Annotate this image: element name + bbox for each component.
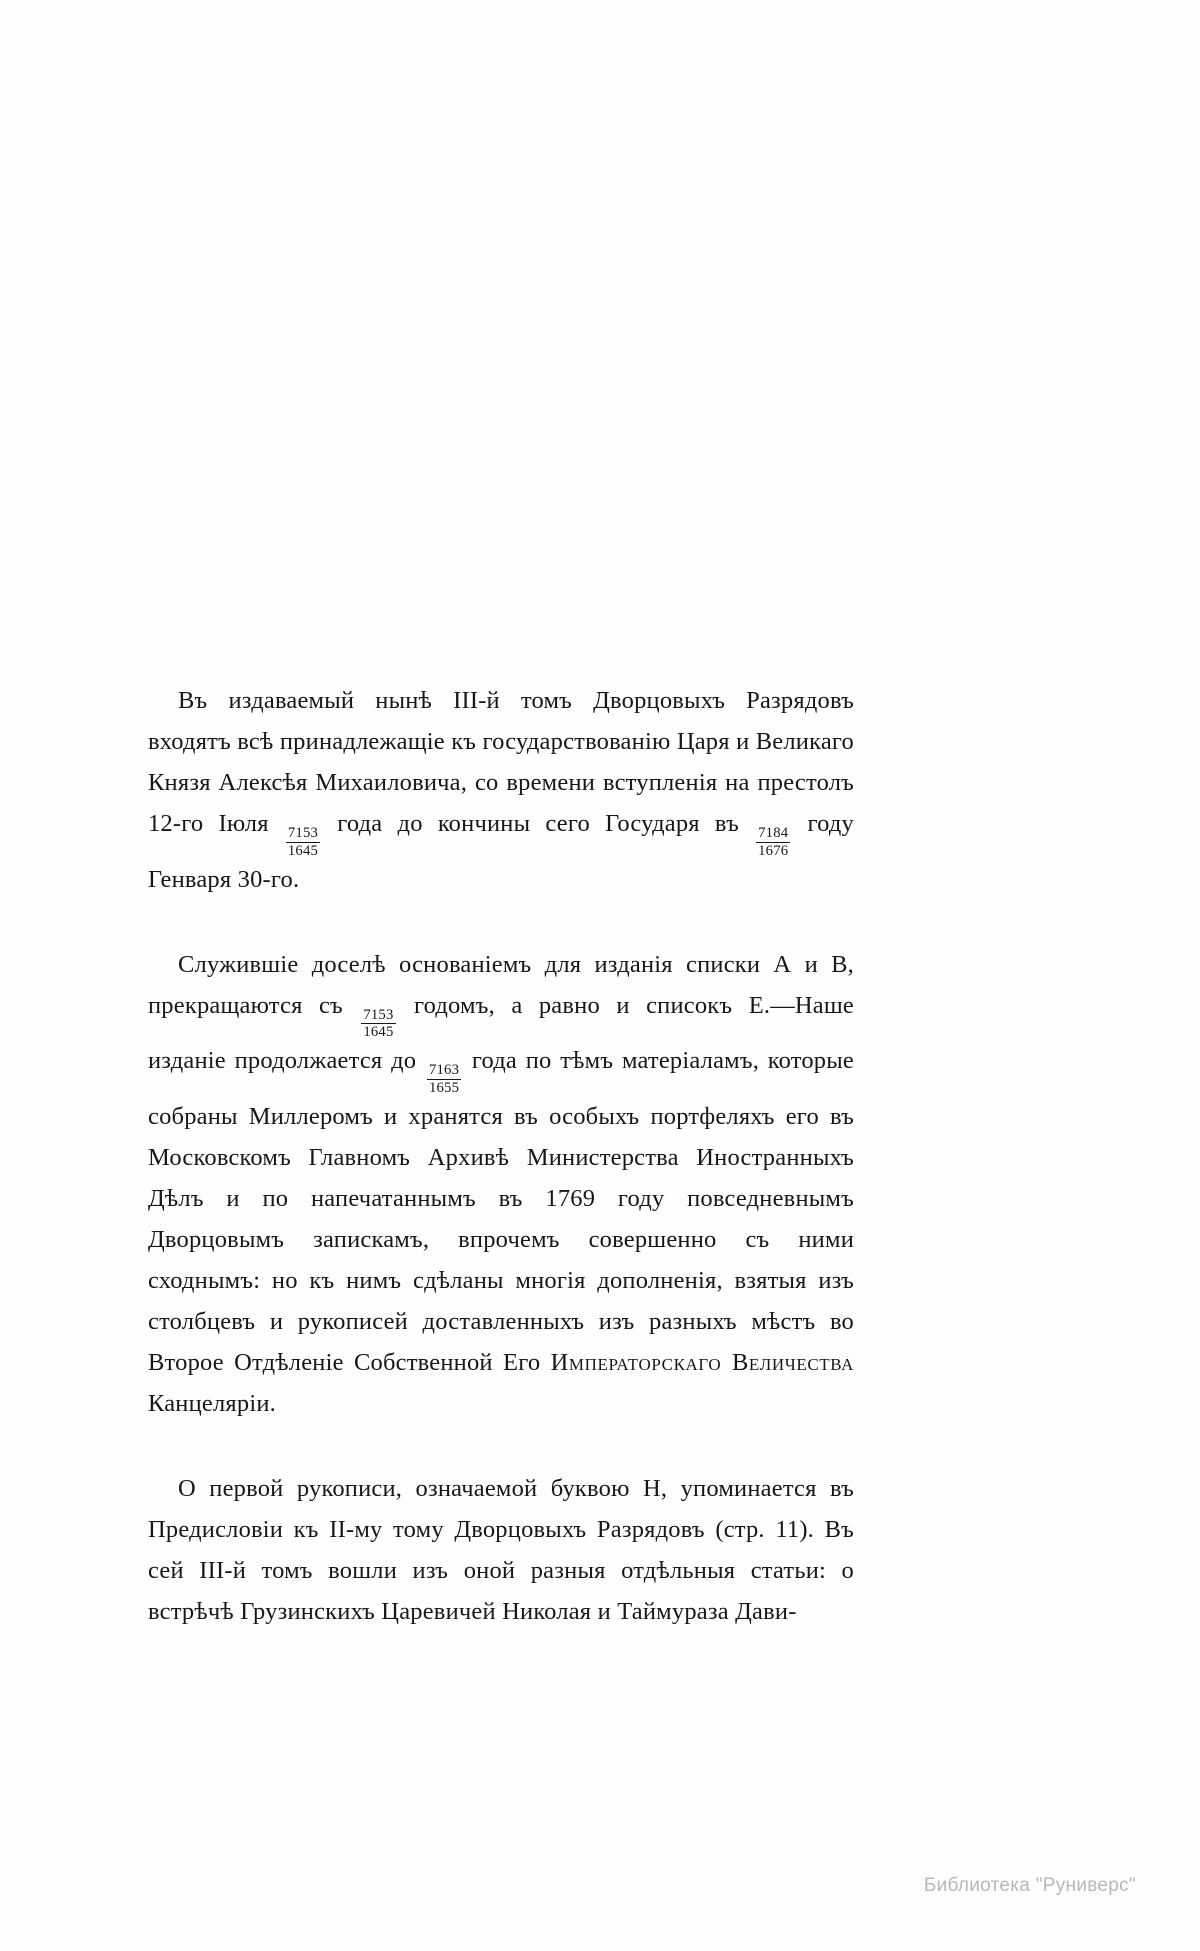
- fraction-numerator: 7163: [428, 1062, 460, 1079]
- fraction-numerator: 7153: [287, 825, 319, 842]
- text-run: года до кончины сего Государя въ: [322, 810, 755, 837]
- small-caps-run: Императорскаго Величества: [550, 1348, 854, 1376]
- text-run: Въ издаваемый нынѣ III-й томъ Дворцовыхъ Разрядовъ входятъ всѣ принадлежащіе къ государствованію Царя и Великаго Князя Алексѣя Михаиловича, со времени вступленія на престолъ 12-го Іюля: [148, 687, 854, 837]
- fraction-numerator: 7153: [363, 1006, 394, 1023]
- library-watermark: Библиотека "Руниверс": [923, 1875, 1136, 1896]
- fraction-denominator: 1676: [758, 842, 789, 859]
- fraction-denominator: 1655: [428, 1080, 460, 1097]
- text-run: О первой рукописи, означаемой буквою Н, упоминается въ Предисловіи къ II-му тому Дворцовыхъ Разрядовъ (стр. 11). Въ сей III-й томъ вошли изъ оной разныя отдѣльныя статьи: о встрѣчѣ Грузинскихъ Царевичей Николая и Таймураза Дави-: [148, 1474, 854, 1625]
- fraction-denominator: 1645: [287, 842, 319, 859]
- text-run: года по тѣмъ матеріаламъ, которые собраны Миллеромъ и хранятся въ особыхъ портфеляхъ его въ Московскомъ Главномъ Архивѣ Министерства Иностранныхъ Дѣлъ и по напечатаннымъ въ 1769 году повседневнымъ Дворцовымъ запискамъ, впрочемъ совершенно съ ними сходнымъ: но къ нимъ сдѣланы многія дополненія, взятыя изъ столбцевъ и рукописей доставленныхъ изъ разныхъ мѣстъ во Второе Отдѣленіе Собственной Его: [148, 1047, 854, 1376]
- body-text: [148, 680, 854, 1632]
- fraction-numerator: 7184: [758, 825, 789, 842]
- text-run: Канцеляріи.: [148, 1389, 276, 1417]
- text-run: Служившіе доселѣ основаніемъ для изданія списки А и В, прекращаются съ: [148, 950, 854, 1019]
- paragraph: [148, 680, 854, 900]
- year-fraction: [361, 1008, 395, 1040]
- year-fraction: [756, 826, 790, 858]
- year-fraction: [286, 826, 320, 858]
- paragraph: [148, 944, 854, 1424]
- fraction-denominator: 1645: [363, 1024, 394, 1041]
- text-run: годомъ, а равно и списокъ Е.—Наше изданіе продолжается до: [148, 991, 854, 1075]
- year-fraction: [427, 1063, 461, 1095]
- text-run: году Генваря 30-го.: [148, 810, 854, 893]
- paragraph: [148, 1468, 854, 1632]
